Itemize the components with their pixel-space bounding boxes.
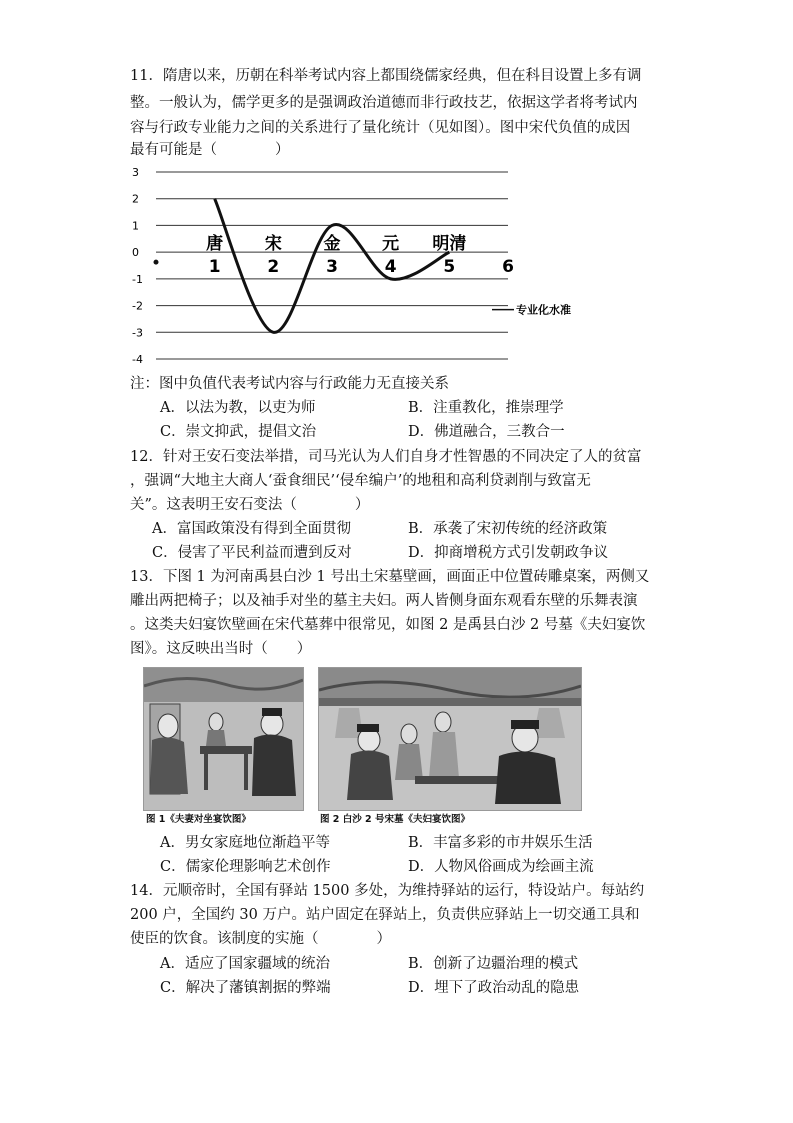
q12-line-2: ，强调“大地主大商人‘蚕食细民’‘侵牟编户’的地租和高利贷剥削与致富无 [130,473,591,489]
q14-option-a[interactable]: A．适应了国家疆域的统治 [160,956,330,972]
q14-line-1: 14．元顺帝时，全国有驿站 1500 多处，为维持驿站的运行，特设站户。每站约 [130,883,645,899]
y-tick-label: -2 [132,299,143,313]
q12-line-1: 12．针对王安石变法举措，司马光认为人们自身才性智愚的不同决定了人的贫富 [130,449,642,465]
q14-line-2: 200 户，全国约 30 万户。站户固定在驿站上，负责供应驿站上一切交通工具和 [130,907,640,923]
q11-line-4: 最有可能是（ ） [130,142,290,158]
q11-option-c[interactable]: C．崇文抑武，提倡文治 [160,424,317,440]
q13-option-b[interactable]: B．丰富多彩的市井娱乐生活 [408,835,593,851]
y-tick-label: 1 [132,219,139,233]
q13-option-a[interactable]: A．男女家庭地位渐趋平等 [160,835,330,851]
x-tick-label: 3 [326,257,338,278]
q11-note: 注：图中负值代表考试内容与行政能力无直接关系 [130,376,449,392]
y-tick-label: -4 [132,353,143,366]
dynasty-label: 明清 [432,234,467,255]
y-tick-label: 3 [132,166,139,179]
y-tick-label: -1 [132,272,143,286]
q11-option-b[interactable]: B．注重教化，推崇理学 [408,400,564,416]
q13-line-1: 13．下图 1 为河南禹县白沙 1 号出土宋墓壁画，画面正中位置砖雕桌案，两侧又 [130,569,650,585]
dynasty-label: 唐 [206,234,224,255]
q13-option-c[interactable]: C．儒家伦理影响艺术创作 [160,859,331,875]
mural-image-2 [318,667,582,811]
q11-line-chart [130,160,600,372]
q13-line-4: 图》。这反映出当时（ ） [130,641,312,657]
x-tick-label: 2 [267,257,280,278]
q11-line-3: 容与行政专业能力之间的关系进行了量化统计（见如图）。图中宋代负值的成因 [130,120,631,136]
q12-option-a[interactable]: A．富国政策没有得到全面贯彻 [152,521,351,537]
x-tick-label: 4 [384,257,397,278]
mural-caption-2: 图 2 白沙 2 号宋墓《夫妇宴饮图》 [320,814,470,825]
mural-caption-1: 图 1《夫妻对坐宴饮图》 [146,814,251,825]
chart-y-ticks [132,166,143,366]
q13-option-d[interactable]: D．人物风俗画成为绘画主流 [408,859,594,875]
q11-line-2: 整。一般认为，儒学更多的是强调政治道德而非行政技艺，依据这学者将考试内 [130,95,638,111]
y-tick-label: -3 [132,326,143,340]
q14-option-b[interactable]: B．创新了边疆治理的模式 [408,956,579,972]
q14-line-3: 使臣的饮食。该制度的实施（ ） [130,931,391,947]
q14-option-c[interactable]: C．解决了藩镇割据的弊端 [160,980,331,996]
chart-origin-dot [154,260,159,265]
q12-line-3: 关”。这表明王安石变法（ ） [130,497,370,513]
mural-image-1 [143,667,304,811]
q11-line-1: 11．隋唐以来，历朝在科举考试内容上都围绕儒家经典，但在科目设置上多有调 [130,68,642,84]
chart-legend-label: 专业化水准 [516,303,571,317]
x-tick-label: 5 [443,257,456,278]
y-tick-label: 2 [132,192,139,206]
q14-option-d[interactable]: D．埋下了政治动乱的隐患 [408,980,580,996]
x-tick-label: 1 [208,257,221,278]
dynasty-label: 金 [323,234,341,255]
q11-option-a[interactable]: A．以法为教，以吏为师 [160,400,316,416]
x-tick-label: 6 [502,257,514,278]
dynasty-label: 宋 [264,234,282,255]
q13-line-3: 。这类夫妇宴饮壁画在宋代墓葬中很常见，如图 2 是禹县白沙 2 号墓《夫妇宴饮 [130,617,646,633]
q11-option-d[interactable]: D．佛道融合，三教合一 [408,424,565,440]
q12-option-c[interactable]: C．侵害了平民利益而遭到反对 [152,545,352,561]
q12-option-d[interactable]: D．抑商增税方式引发朝政争议 [408,545,609,561]
q12-option-b[interactable]: B．承袭了宋初传统的经济政策 [408,521,608,537]
dynasty-label: 元 [382,234,400,255]
chart-x-labels [206,233,514,277]
y-tick-label: 0 [132,246,139,260]
q13-line-2: 雕出两把椅子；以及袖手对坐的墓主夫妇。两人皆侧身面东观看东壁的乐舞表演 [130,593,638,609]
